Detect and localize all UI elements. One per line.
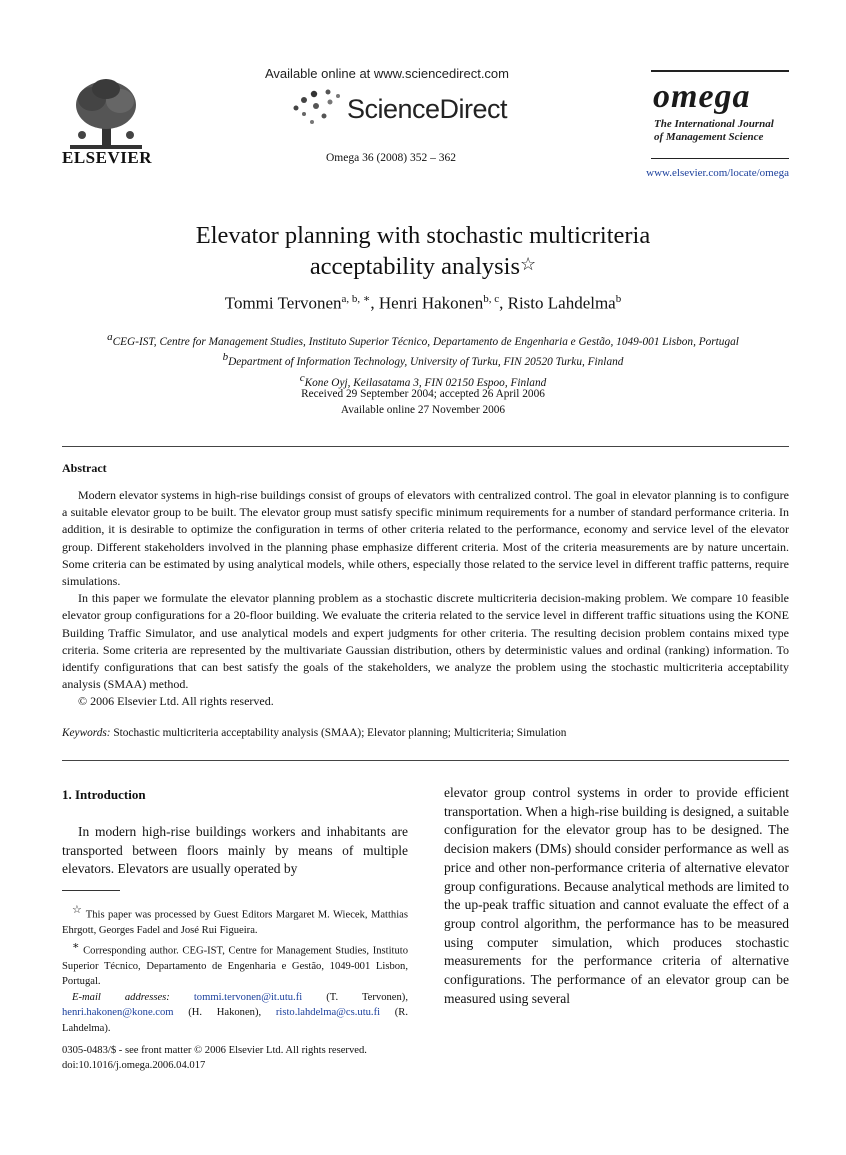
divider	[62, 760, 789, 761]
email-link[interactable]: tommi.tervonen@it.utu.fi	[193, 991, 303, 1003]
author-name: Henri Hakonen	[378, 293, 484, 313]
author-list	[0, 292, 846, 314]
email-label: E-mail addresses:	[72, 991, 170, 1003]
affil-mark: c	[299, 371, 305, 384]
keywords-text: Stochastic multicriteria acceptability analysis (SMAA); Elevator planning; Multicriteria; Simulation	[113, 727, 567, 739]
intro-paragraph: In modern high-rise buildings workers and inhabitants are transported between floors mainly by means of multiple elevators. Elevators are usually operated by	[62, 824, 408, 877]
footnote-asterisk: ∗	[72, 939, 80, 952]
divider	[62, 446, 789, 447]
abstract-body	[62, 487, 789, 711]
title-line-1: Elevator planning with stochastic multicriteria	[195, 222, 651, 249]
author-affil-marks[interactable]: b, c	[483, 293, 500, 305]
title-line-2: acceptability analysis	[309, 253, 521, 280]
author-separator: ,	[499, 293, 508, 313]
intro-left-column	[62, 823, 408, 879]
affil-mark: a	[107, 331, 113, 343]
received-date: Received 29 September 2004; accepted 26 April 2006	[301, 388, 545, 400]
publisher-name: ELSEVIER	[62, 148, 152, 167]
author-affil-marks[interactable]: b	[615, 293, 622, 305]
journal-subtitle-line2: of Management Science	[654, 131, 764, 143]
keywords-label: Keywords:	[62, 727, 111, 739]
email-owner: (T. Tervonen),	[326, 991, 408, 1003]
doi[interactable]: doi:10.1016/j.omega.2006.04.017	[62, 1060, 206, 1071]
author-affil-marks[interactable]: a, b, ∗	[341, 293, 371, 305]
email-owner: (R. Lahdelma).	[62, 1007, 408, 1034]
author-name: Risto Lahdelma	[507, 293, 616, 313]
journal-reference: Omega 36 (2008) 352 – 362	[326, 152, 456, 164]
author-name: Tommi Tervonen	[224, 293, 342, 313]
footnote-editors	[62, 903, 408, 939]
page-footer	[62, 1043, 367, 1073]
footnotes	[62, 903, 408, 1036]
abstract-heading: Abstract	[62, 461, 107, 475]
intro-right-column	[444, 784, 789, 1008]
footnote-emails	[62, 990, 408, 1037]
abstract-paragraph: Modern elevator systems in high-rise buildings consist of groups of elevators with centralized control. The goal in elevator planning is to configure a suitable elevator group to be built. The elevator group must satisfy specific minimum requirements for a number of standard performance criteria. In addition, it is desirable to optimize the configuration in terms of other criteria related to the performance, economy and service level of the elevator group. Different stakeholders involved in the planning phase emphasize different criteria. Most of the criteria measurements are by nature uncertain. Some criteria can be estimated by using analytical models, while others, especially those related to the service level in different traffic patterns, require simulations.	[62, 488, 789, 589]
intro-paragraph-continued: elevator group control systems in order to provide efficient transportation. When a high-rise building is designed, a suitable configuration for the elevator group has to be designed. The decision makers (DMs) should consider performance as well as price and other non-performance criteria of alternative elevator group configurations. Because analytical methods are limited to the up-peak traffic situation and cannot evaluate the effect of a group control algorithm, the performance has to be measured using computer simulation, which produces stochastic measurements for the performance criteria of alternative configurations. The performance of an elevator group can be measured using several	[444, 785, 789, 1006]
keywords	[62, 727, 789, 739]
available-date: Available online 27 November 2006	[340, 403, 506, 416]
email-link[interactable]: henri.hakonen@kone.com	[62, 1007, 174, 1019]
affil-text: Kone Oyj, Keilasatama 3, FIN 02150 Espoo, Finland	[304, 376, 547, 389]
affiliation-b	[0, 350, 846, 370]
front-matter-note: 0305-0483/$ - see front matter © 2006 Elsevier Ltd. All rights reserved.	[62, 1045, 367, 1056]
affiliation-a	[0, 330, 846, 350]
abstract-copyright: © 2006 Elsevier Ltd. All rights reserved.	[78, 694, 274, 709]
article-dates	[0, 387, 846, 418]
footnote-text: Corresponding author. CEG-IST, Centre for Management Studies, Instituto Superior Técnico, Departamento de Engenharia e Gestão, 1049-001 Lisbon, Portugal.	[62, 945, 409, 988]
available-online-text: Available online at www.sciencedirect.com	[265, 66, 509, 81]
email-link[interactable]: risto.lahdelma@cs.utu.fi	[275, 1007, 381, 1019]
affil-mark: b	[222, 351, 229, 364]
footnote-star-icon: ☆	[72, 904, 83, 916]
footnote-text: This paper was processed by Guest Editors Margaret M. Wiecek, Matthias Ehrgott, Georges Fadel and José Rui Figueira.	[62, 909, 408, 937]
journal-logo-rule-bottom	[651, 158, 789, 159]
omega-journal-logo: omega	[653, 78, 751, 115]
sciencedirect-wordmark: ScienceDirect	[347, 94, 508, 124]
affiliations	[0, 330, 846, 391]
journal-subtitle-line1: The International Journal	[654, 118, 774, 130]
author-separator: ,	[370, 293, 379, 313]
footnote-corresponding	[62, 939, 408, 990]
affil-text: Department of Information Technology, University of Turku, FIN 20520 Turku, Finland	[228, 356, 624, 369]
article-title	[0, 220, 846, 282]
journal-logo-rule	[651, 70, 789, 72]
section-heading: 1. Introduction	[62, 787, 146, 802]
footnote-rule	[62, 890, 120, 891]
email-owner: (H. Hakonen),	[188, 1007, 262, 1019]
journal-url-link[interactable]: www.elsevier.com/locate/omega	[646, 167, 789, 179]
journal-subtitle	[654, 118, 774, 144]
title-footnote-star-icon[interactable]: ☆	[520, 254, 537, 274]
affil-text: CEG-IST, Centre for Management Studies, Instituto Superior Técnico, Departamento de Engenharia e Gestão, 1049-001 Lisbon, Portugal	[112, 335, 739, 348]
abstract-paragraph: In this paper we formulate the elevator planning problem as a stochastic discrete multicriteria decision-making problem. We compare 10 feasible elevator group configurations for a 20-floor building. We evaluate the criteria related to the service level in different traffic situations using the KONE Building Traffic Simulator, and use analytical models and expert judgments for other criteria. The resulting decision problem contains mixed type criteria. Some criteria are represented by the multivariate Gaussian distribution, others by deterministic values and ordinal (ranking) information. To identify configurations that can best satisfy the goals of the stakeholders, we analyze the problem using the stochastic multicriteria acceptability analysis (SMAA) method.	[62, 591, 789, 692]
